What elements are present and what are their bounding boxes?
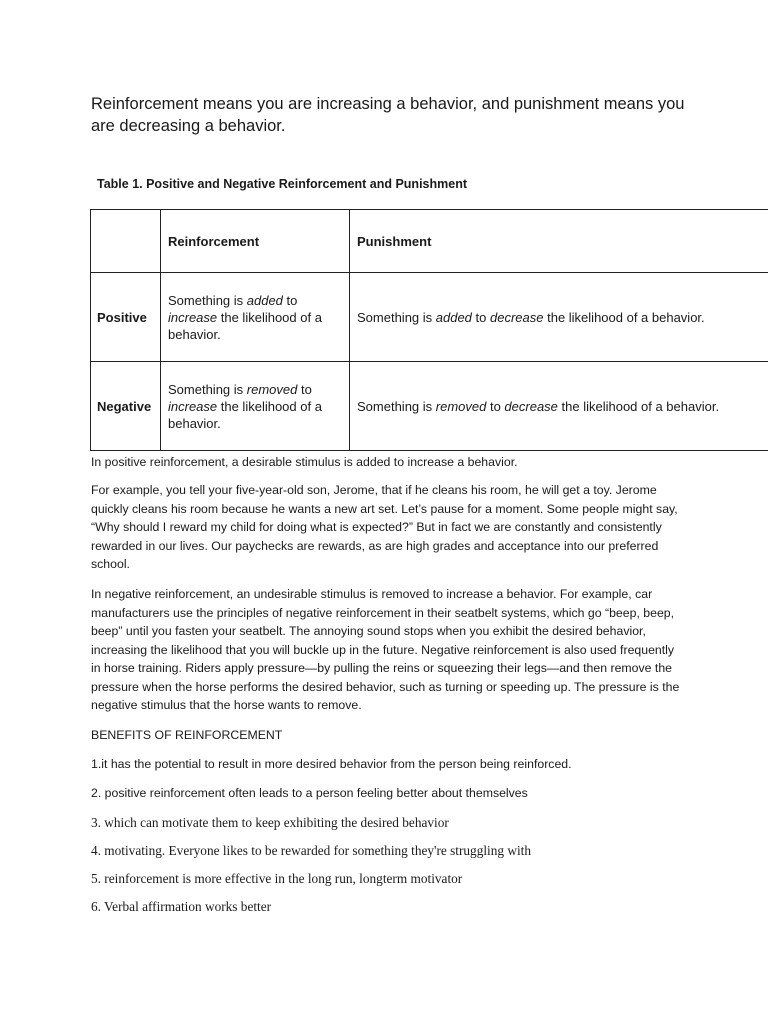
benefit-item-1: 1.it has the potential to result in more desired behavior from the person being reinforced. xyxy=(91,757,572,771)
benefit-item-3: 3. which can motivate them to keep exhibiting the desired behavior xyxy=(91,815,449,830)
header-cell-empty xyxy=(91,210,161,273)
paragraph-negative-reinforcement: In negative reinforcement, an undesirable stimulus is removed to increase a behavior. For example, car manufacturers use the principles of negative reinforcement in their seatbelt systems, which go “beep, beep, beep” until you fasten your seatbelt. The annoying sound stops when you exhibit the desired behavior, increasing the likelihood that you will buckle up in the future. Negative reinforcement is also used frequently in horse training. Riders apply pressure—by pulling the reins or squeezing their legs—and then remove the pressure when the horse performs the desired behavior, such as turning or speeding up. The pressure is the negative stimulus that the horse wants to remove. xyxy=(91,587,680,712)
table-caption: Table 1. Positive and Negative Reinforcement and Punishment xyxy=(97,177,467,191)
intro-text: Reinforcement means you are increasing a behavior, and punishment means you are decreasing a behavior. xyxy=(91,95,685,135)
paragraph-jerome-example: For example, you tell your five-year-old son, Jerome, that if he cleans his room, he will get a toy. Jerome quickly cleans his room because he wants a new art set. Let’s pause for a moment. Some people might say, “Why should I reward my child for doing what is expected?” But in fact we are constantly and consistently rewarded in our lives. Our paychecks are rewards, as are high grades and acceptance into our preferred school. xyxy=(91,483,678,571)
header-cell-punishment: Punishment xyxy=(350,210,768,273)
cell-positive-punishment: Something is added to decrease the likelihood of a behavior. xyxy=(350,273,768,362)
paragraph-positive-reinforcement: In positive reinforcement, a desirable stimulus is added to increase a behavior. xyxy=(91,455,518,469)
row-label-positive: Positive xyxy=(91,273,161,362)
benefit-item-5: 5. reinforcement is more effective in the long run, longterm motivator xyxy=(91,871,463,886)
row-label-negative: Negative xyxy=(91,362,161,451)
header-cell-reinforcement: Reinforcement xyxy=(161,210,350,273)
benefit-item-2: 2. positive reinforcement often leads to a person feeling better about themselves xyxy=(91,786,528,800)
cell-negative-reinforcement: Something is removed to increase the likelihood of a behavior. xyxy=(161,362,350,451)
benefit-item-6: 6. Verbal affirmation works better xyxy=(91,899,272,914)
benefits-heading: BENEFITS OF REINFORCEMENT xyxy=(91,728,283,742)
cell-negative-punishment: Something is removed to decrease the likelihood of a behavior. xyxy=(350,362,768,451)
benefit-item-4: 4. motivating. Everyone likes to be rewarded for something they're struggling with xyxy=(91,843,531,858)
table-header-row xyxy=(91,210,768,273)
table-row-negative xyxy=(91,362,768,451)
cell-positive-reinforcement: Something is added to increase the likelihood of a behavior. xyxy=(161,273,350,362)
reinforcement-table xyxy=(90,209,768,451)
table-row-positive xyxy=(91,273,768,362)
